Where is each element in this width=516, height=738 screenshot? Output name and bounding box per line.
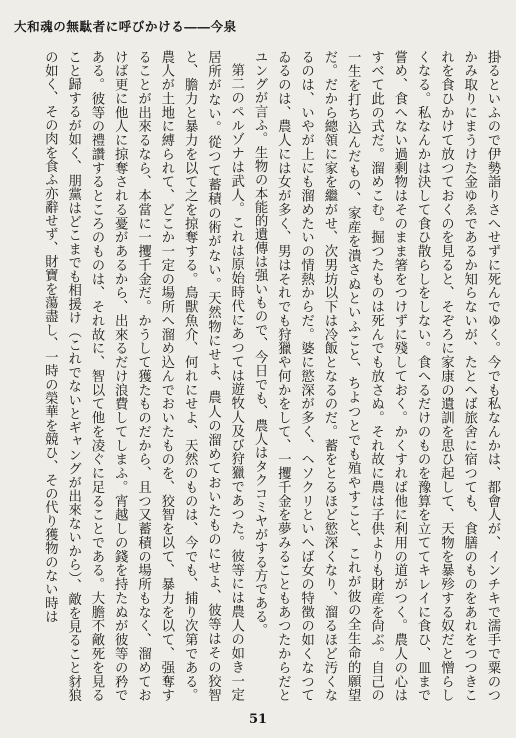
vertical-body-text xyxy=(14,50,504,702)
running-head: 大和魂の無駄者に呼びかける――今泉 xyxy=(14,19,237,34)
paragraph-2: 第二のペルゾナは武人。これは原始時代にあつては遊牧人及び狩獵であつた。彼等には農人の如き一定居所がない。從つて蓄積の術がない。天然物にせよ、農人の溜めておいたものにせよ、彼等はその狡智と、膽力と暴力を以て之を掠奪する。鳥獸魚介、何れにせよ、天然のものは、今でも、捕り次第である。農人が土地に縛られて、どこか一定の場所へ溜め込んでおいたものを、狡智を以て、暴力を以て、强奪することが出來るなら、本當に一攫千金だ。かうして獲たものだから、且つ又蓄積の場所もなく、溜めておけば更に他人に掠奪される憂があるから、出來るだけ浪費してしまふ。宵越しの錢を持たぬが彼等の矜である。彼等の禮讚するところのものは、それ故に、智以て他を凌ぐに足ることである。大膽不敵死を見ること歸するが如く、朋黨はどこまでも相援け（これでないとギャングが出來ないから）、敵を見ること豺狼の如く、その肉を食ふ亦辭せず、財寶を蕩盡し、一時の榮華を競ひ、その代り獲物のない時は xyxy=(42,50,244,702)
body-text-block xyxy=(14,50,504,702)
page-number: 51 xyxy=(248,712,268,727)
paragraph-1: 掛るといふので伊勢詣りさへせずに死んでゆく。今でも私なんかは、都會人が、インチキで濡手で粟のつかみ取りにまうけた金ゆゑであるか知らないが、たとへば旅舍に宿つても、食膳のものをあれをつつきこれを食ひかけて放つておくのを見ると、そぞろに家康の遺訓を思ひ起して、天物を暴殄する奴だと憎らしくなる。私なんかは決して食ひ散らしをしない。食へるだけのものを豫算を立ててキレイに食ひ、皿まで嘗め、食へない過剩物はそのまま箸をつけずに殘しておく。かくすれば他に利用の道がつく。農人の心はすべて此の式だ。溜めこむ。掘つたものは死んでも放さぬ。それ故に農は子供よりも財産を尙ぶ。自己の一生を打ち込んだもの、家産を潰さぬといふこと、ちよつとでも殖やすこと、これが彼の全生命的願望だ。だから總領に家を繼がせ、次男坊以下は冷飯となるのだ。蓄をとるほど慾深くなり、溜るほど汚くなるのは、いやが上にも溜めたいの情熱からだ。婆に慾深が多く、ヘソクリといへば女の特徴の如くなつてゐるのは、農人には女が多く、男はそれでも狩獵や何かをして、一攫千金を夢みることもあつたからだとユングが言ふ。生物の本能的遺傳は强いもので、今日でも、農人はタクコミヤがする方である。 xyxy=(252,50,500,702)
